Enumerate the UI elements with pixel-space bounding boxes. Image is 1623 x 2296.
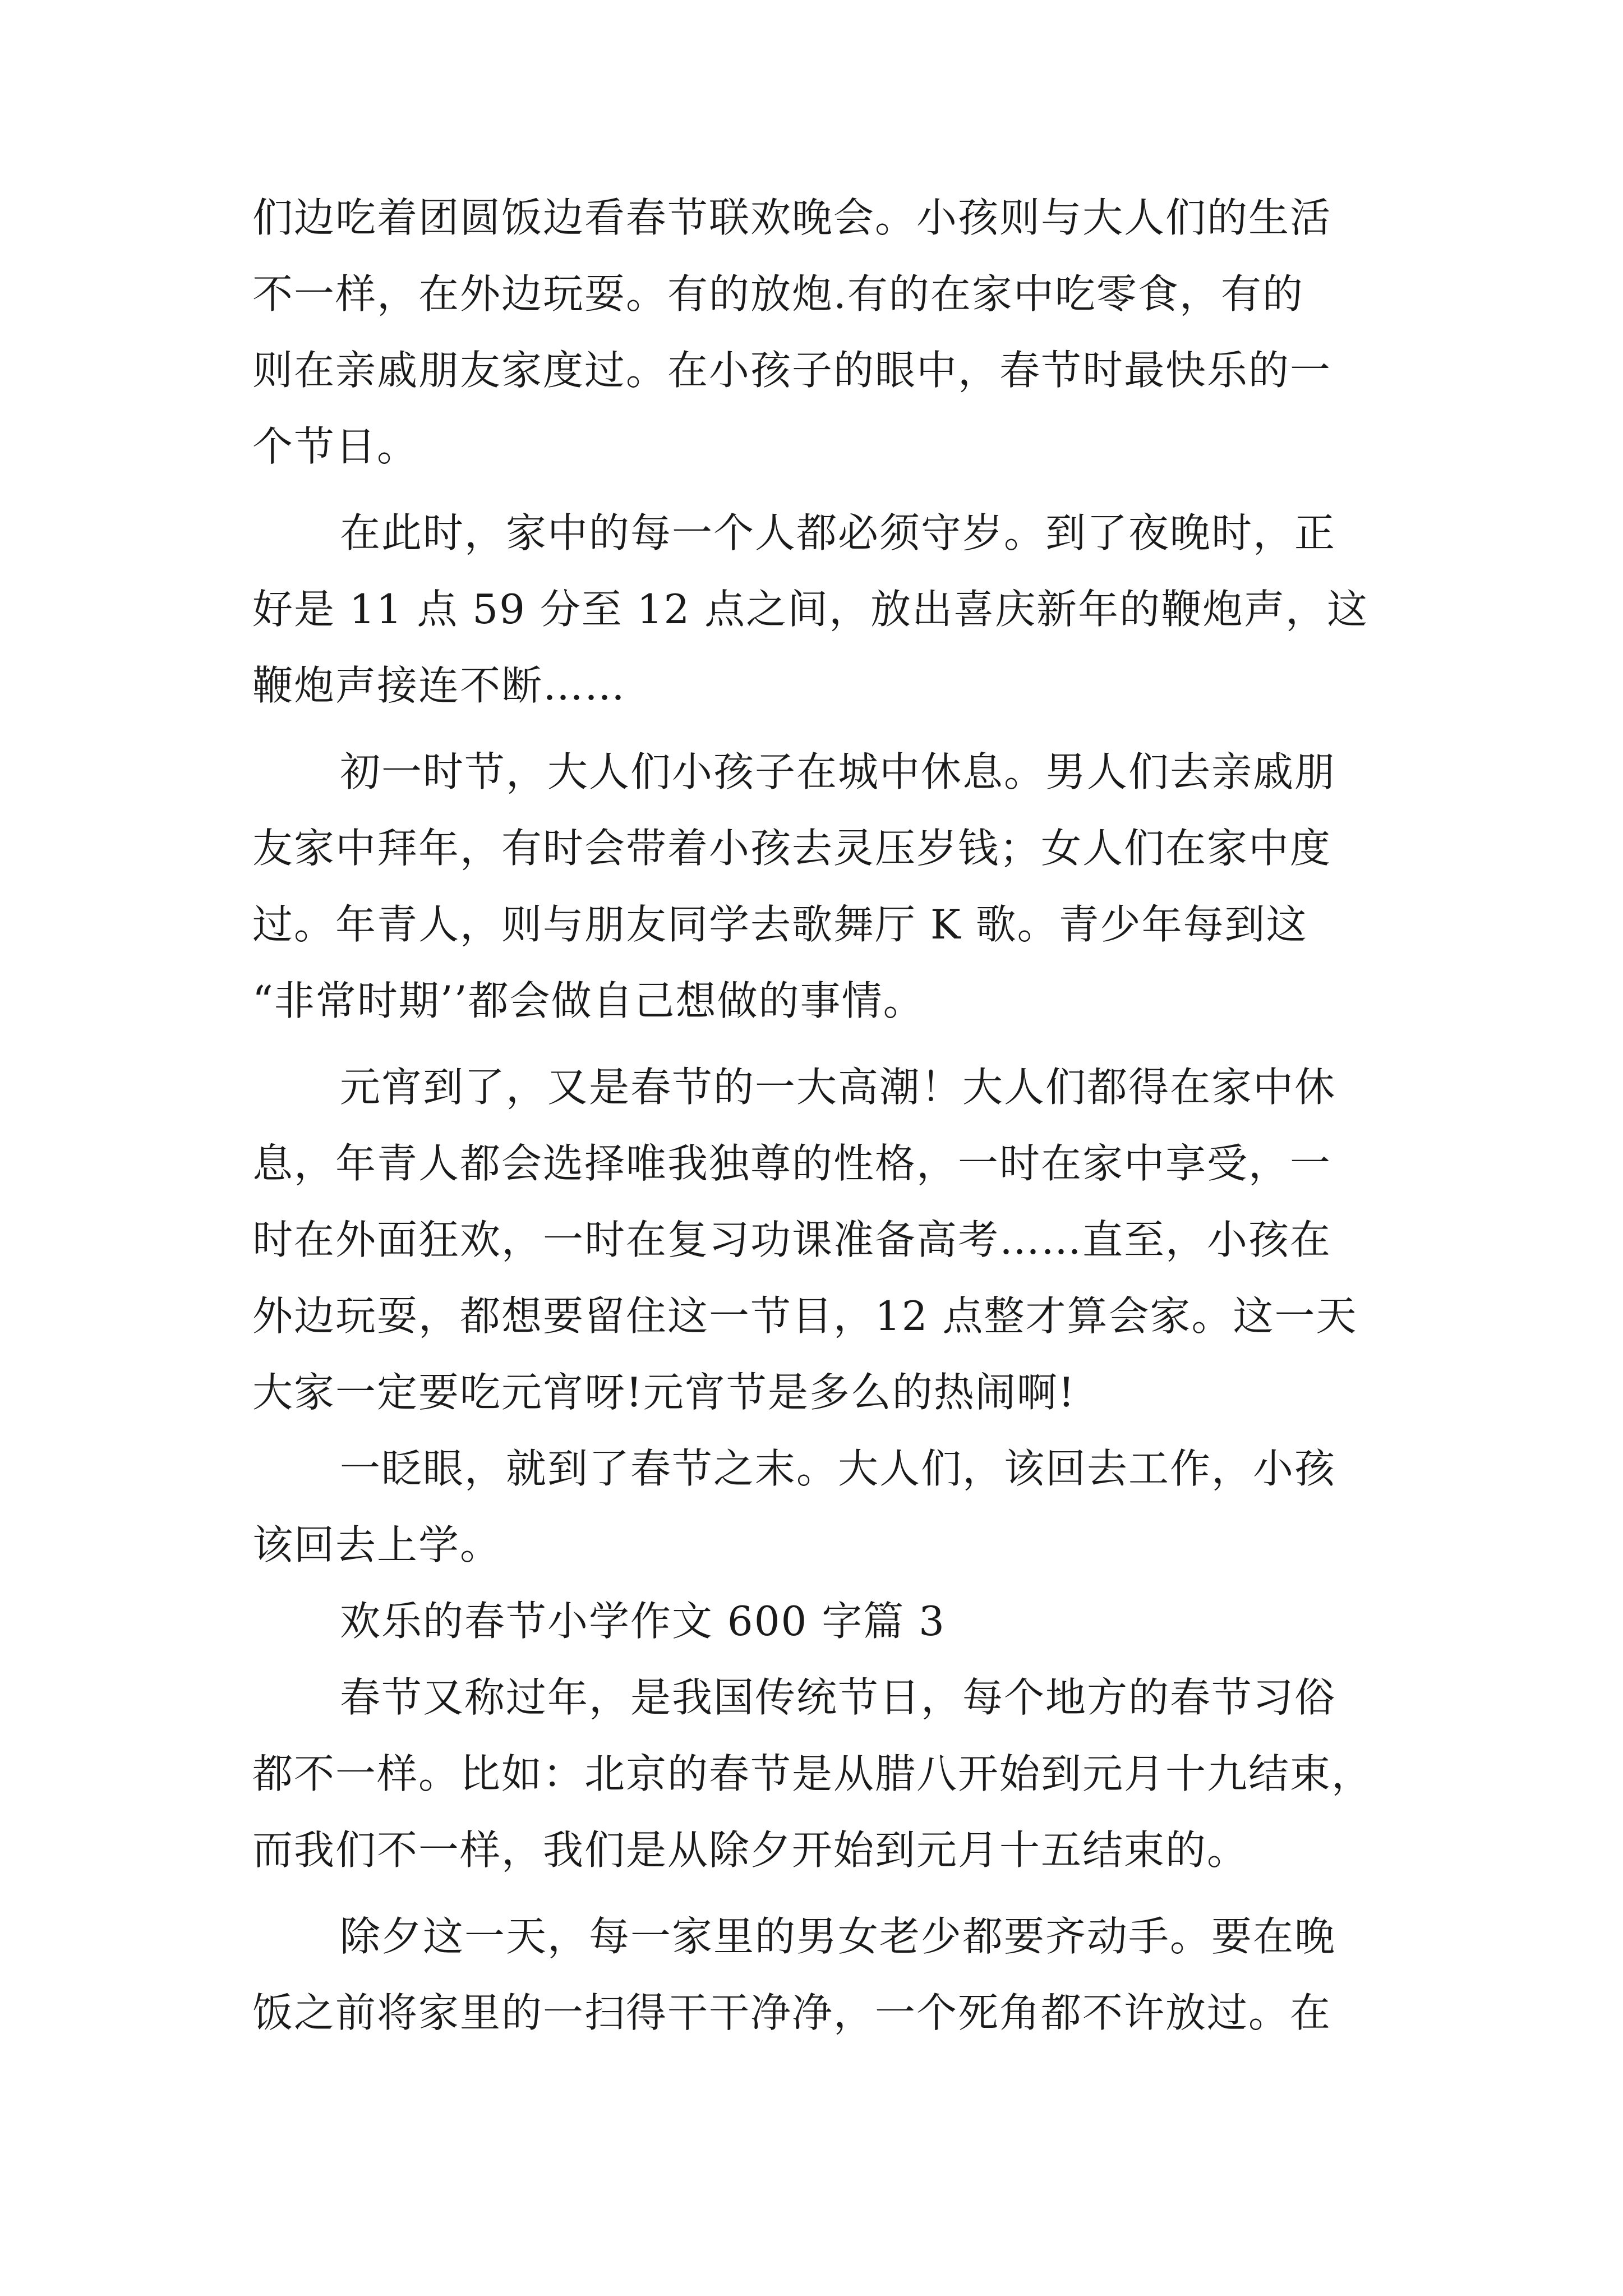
text-line: 过。年青人，则与朋友同学去歌舞厅 K 歌。青少年每到这: [252, 901, 1308, 948]
paragraph-start-line: 在此时，家中的每一个人都必须守岁。到了夜晚时，正: [340, 509, 1336, 556]
text-line: 则在亲戚朋友家度过。在小孩子的眼中，春节时最快乐的一: [252, 347, 1332, 394]
paragraph-start-line: 春节又称过年，是我国传统节日，每个地方的春节习俗: [340, 1674, 1336, 1721]
text-line: 不一样，在外边玩耍。有的放炮.有的在家中吃零食，有的: [252, 270, 1304, 318]
text-line: 大家一定要吃元宵呀!元宵节是多么的热闹啊!: [252, 1369, 1076, 1416]
paragraph-start-line: 元宵到了，又是春节的一大高潮！大人们都得在家中休: [340, 1064, 1336, 1111]
text-line: 鞭炮声接连不断……: [252, 662, 626, 709]
paragraph-start-line: 初一时节，大人们小孩子在城中休息。男人们去亲戚朋: [340, 748, 1336, 795]
section-heading: 欢乐的春节小学作文 600 字篇 3: [340, 1598, 946, 1645]
text-line: 息，年青人都会选择唯我独尊的性格，一时在家中享受，一: [252, 1140, 1332, 1187]
text-line: 友家中拜年，有时会带着小孩去灵压岁钱；女人们在家中度: [252, 825, 1332, 872]
paragraph-start-line: 一眨眼，就到了春节之末。大人们，该回去工作，小孩: [340, 1445, 1336, 1492]
paragraph-start-line: 除夕这一天，每一家里的男女老少都要齐动手。要在晚: [340, 1913, 1336, 1960]
text-line: 该回去上学。: [252, 1521, 502, 1568]
text-line: “非常时期’’都会做自己想做的事情。: [252, 977, 925, 1024]
text-line: 外边玩耍，都想要留住这一节目，12 点整才算会家。这一天: [252, 1292, 1358, 1340]
text-line: 个节日。: [252, 423, 419, 470]
document-body: [252, 180, 1385, 2051]
text-line: 好是 11 点 59 分至 12 点之间，放出喜庆新年的鞭炮声，这: [252, 586, 1369, 633]
text-line: 而我们不一样，我们是从除夕开始到元月十五结束的。: [252, 1826, 1249, 1874]
text-line: 们边吃着团圆饭边看春节联欢晚会。小孩则与大人们的生活: [252, 194, 1332, 241]
text-line: 时在外面狂欢，一时在复习功课准备高考……直至，小孩在: [252, 1216, 1332, 1263]
text-line: 饭之前将家里的一扫得干干净净，一个死角都不许放过。在: [252, 1989, 1332, 2036]
text-line: 都不一样。比如：北京的春节是从腊八开始到元月十九结束，: [252, 1750, 1373, 1797]
